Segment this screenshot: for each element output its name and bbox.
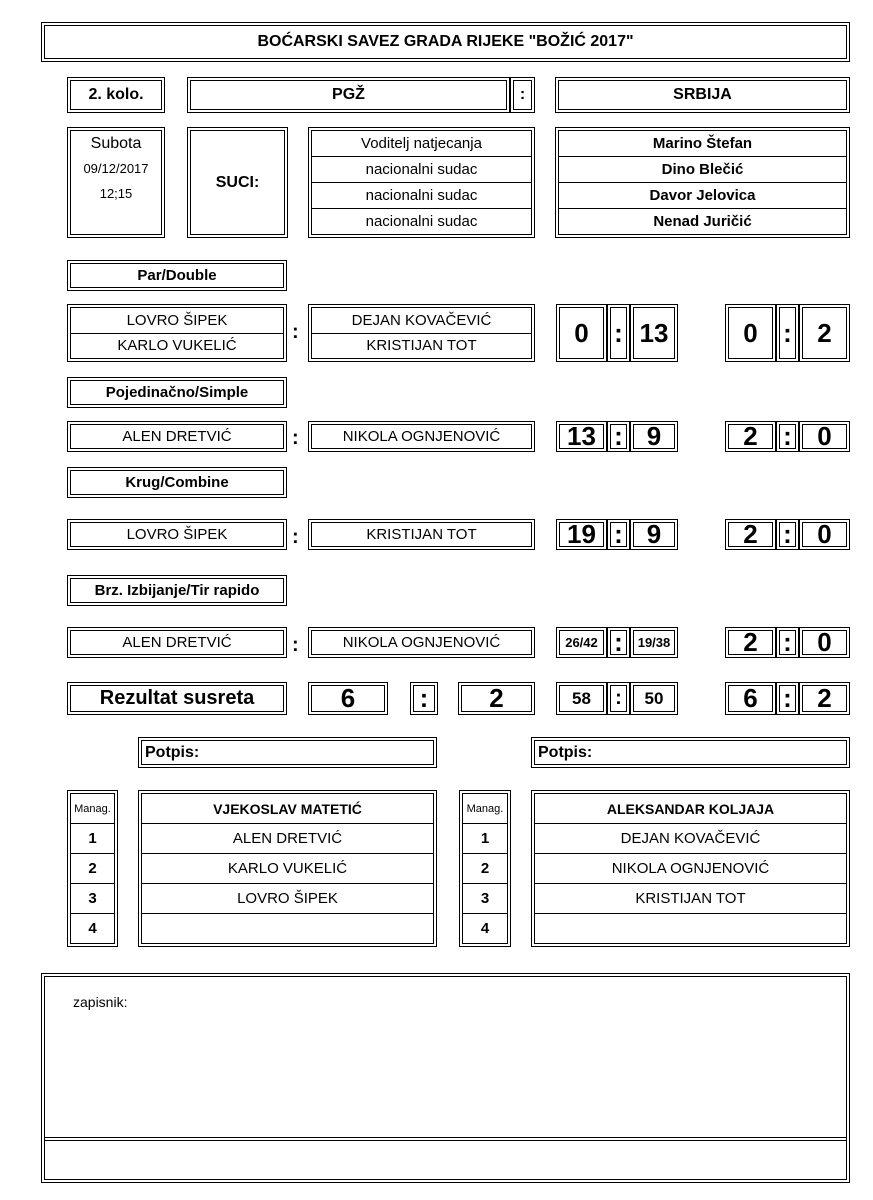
home-players <box>67 304 287 362</box>
player-number: 2 <box>463 854 507 884</box>
vs-colon: : <box>292 321 299 343</box>
judge-role: nacionalni sudac <box>365 213 478 230</box>
away-team-name: SRBIJA <box>558 80 847 110</box>
vs-colon: : <box>292 634 299 656</box>
discipline-label: Par/Double <box>70 263 284 288</box>
points-colon: : <box>776 519 799 550</box>
judges-names <box>555 127 850 238</box>
roster-player-name: DEJAN KOVAČEVIĆ <box>535 824 846 854</box>
away-player-box <box>308 421 535 452</box>
discipline-label-box <box>67 377 287 408</box>
teams-separator-box <box>510 77 535 113</box>
home-player-box <box>67 627 287 658</box>
score-home: 19 <box>556 519 607 550</box>
judge-role: Voditelj natjecanja <box>312 131 531 157</box>
manager-name: ALEKSANDAR KOLJAJA <box>535 794 846 824</box>
discipline-label: Krug/Combine <box>70 470 284 495</box>
score-home: 0 <box>556 304 607 362</box>
roster-player-name: LOVRO ŠIPEK <box>142 884 433 914</box>
home-signature-field[interactable] <box>138 737 437 768</box>
discipline-label-box <box>67 575 287 606</box>
score-colon: : <box>607 421 630 452</box>
home-roster-numbers <box>67 790 118 947</box>
home-team-name: PGŽ <box>190 80 507 110</box>
points-colon: : <box>776 627 799 658</box>
player-number: 3 <box>71 884 114 914</box>
roster-player-name: KRISTIJAN TOT <box>535 884 846 914</box>
teams-separator: : <box>513 80 532 110</box>
page-title: BOĆARSKI SAVEZ GRADA RIJEKE "BOŽIĆ 2017" <box>44 25 847 59</box>
notes-footer-line <box>45 1140 846 1179</box>
score-away: 19/38 <box>630 627 678 658</box>
result-label-box <box>67 682 287 715</box>
player-name: KRISTIJAN TOT <box>366 337 477 355</box>
points-away: 0 <box>799 519 850 550</box>
total-score-home: 58 <box>556 682 607 715</box>
player-name: KARLO VUKELIĆ <box>117 337 237 355</box>
total-score-colon: : <box>607 682 630 715</box>
judges-label-box <box>187 127 288 238</box>
player-name: KRISTIJAN TOT <box>311 522 532 547</box>
discipline-label: Brz. Izbijanje/Tir rapido <box>70 578 284 603</box>
player-number: 4 <box>480 920 490 937</box>
points-home: 2 <box>725 421 776 452</box>
points-colon: : <box>776 304 799 362</box>
points-home: 2 <box>725 519 776 550</box>
score-away: 9 <box>630 519 678 550</box>
home-player-box <box>67 519 287 550</box>
player-number: 3 <box>463 884 507 914</box>
player-name: LOVRO ŠIPEK <box>71 308 283 334</box>
vs-colon: : <box>292 526 299 548</box>
player-name: ALEN DRETVIĆ <box>70 424 284 449</box>
discipline-label-box <box>67 467 287 498</box>
player-number: 4 <box>88 920 97 937</box>
match-day: Subota <box>90 135 142 152</box>
away-player-box <box>308 519 535 550</box>
judge-name: Marino Štefan <box>559 131 846 157</box>
score-away: 13 <box>630 304 678 362</box>
result-home: 6 <box>308 682 388 715</box>
round-box <box>67 77 165 113</box>
home-player-box <box>67 421 287 452</box>
manager-label: Manag. <box>463 794 507 824</box>
away-roster-names <box>531 790 850 947</box>
total-score-away: 50 <box>630 682 678 715</box>
match-time: 12;15 <box>99 186 133 201</box>
player-name: ALEN DRETVIĆ <box>70 630 284 655</box>
vs-colon: : <box>292 427 299 449</box>
roster-player-name: NIKOLA OGNJENOVIĆ <box>535 854 846 884</box>
judge-role: nacionalni sudac <box>312 157 531 183</box>
roster-player-name <box>535 914 846 943</box>
away-players <box>308 304 535 362</box>
score-colon: : <box>607 627 630 658</box>
away-player-box <box>308 627 535 658</box>
player-number: 1 <box>463 824 507 854</box>
judge-name: Nenad Juričić <box>653 213 752 230</box>
score-colon: : <box>607 304 630 362</box>
notes-label: zapisnik: <box>73 994 128 1010</box>
player-name: NIKOLA OGNJENOVIĆ <box>311 424 532 449</box>
judge-name: Davor Jelovica <box>559 183 846 209</box>
player-name: LOVRO ŠIPEK <box>70 522 284 547</box>
points-home: 0 <box>725 304 776 362</box>
manager-label: Manag. <box>71 794 114 824</box>
roster-player-name: KARLO VUKELIĆ <box>142 854 433 884</box>
away-signature-field[interactable] <box>531 737 850 768</box>
points-colon: : <box>776 421 799 452</box>
roster-player-name <box>142 914 433 943</box>
player-name: NIKOLA OGNJENOVIĆ <box>311 630 532 655</box>
judges-label: SUCI: <box>190 130 285 235</box>
manager-name: VJEKOSLAV MATETIĆ <box>142 794 433 824</box>
total-points-away: 2 <box>799 682 850 715</box>
notes-box[interactable] <box>41 973 850 1183</box>
discipline-label: Pojedinačno/Simple <box>70 380 284 405</box>
judge-role: nacionalni sudac <box>312 183 531 209</box>
score-home: 26/42 <box>556 627 607 658</box>
signature-label: Potpis: <box>141 740 434 765</box>
judges-roles <box>308 127 535 238</box>
total-points-colon: : <box>776 682 799 715</box>
home-roster-names <box>138 790 437 947</box>
points-away: 0 <box>799 421 850 452</box>
total-points-home: 6 <box>725 682 776 715</box>
home-team-box <box>187 77 510 113</box>
signature-label: Potpis: <box>534 740 847 765</box>
points-home: 2 <box>725 627 776 658</box>
score-home: 13 <box>556 421 607 452</box>
round-label: 2. kolo. <box>70 80 162 110</box>
result-away: 2 <box>458 682 535 715</box>
result-colon: : <box>410 682 438 715</box>
match-date: 09/12/2017 <box>83 161 149 176</box>
result-label: Rezultat susreta <box>70 685 284 712</box>
player-number: 1 <box>71 824 114 854</box>
player-number: 2 <box>71 854 114 884</box>
away-team-box <box>555 77 850 113</box>
points-away: 0 <box>799 627 850 658</box>
away-roster-numbers <box>459 790 511 947</box>
score-away: 9 <box>630 421 678 452</box>
score-colon: : <box>607 519 630 550</box>
roster-player-name: ALEN DRETVIĆ <box>142 824 433 854</box>
date-box <box>67 127 165 238</box>
discipline-label-box <box>67 260 287 291</box>
title-box <box>41 22 850 62</box>
player-name: DEJAN KOVAČEVIĆ <box>312 308 531 334</box>
judge-name: Dino Blečić <box>559 157 846 183</box>
points-away: 2 <box>799 304 850 362</box>
